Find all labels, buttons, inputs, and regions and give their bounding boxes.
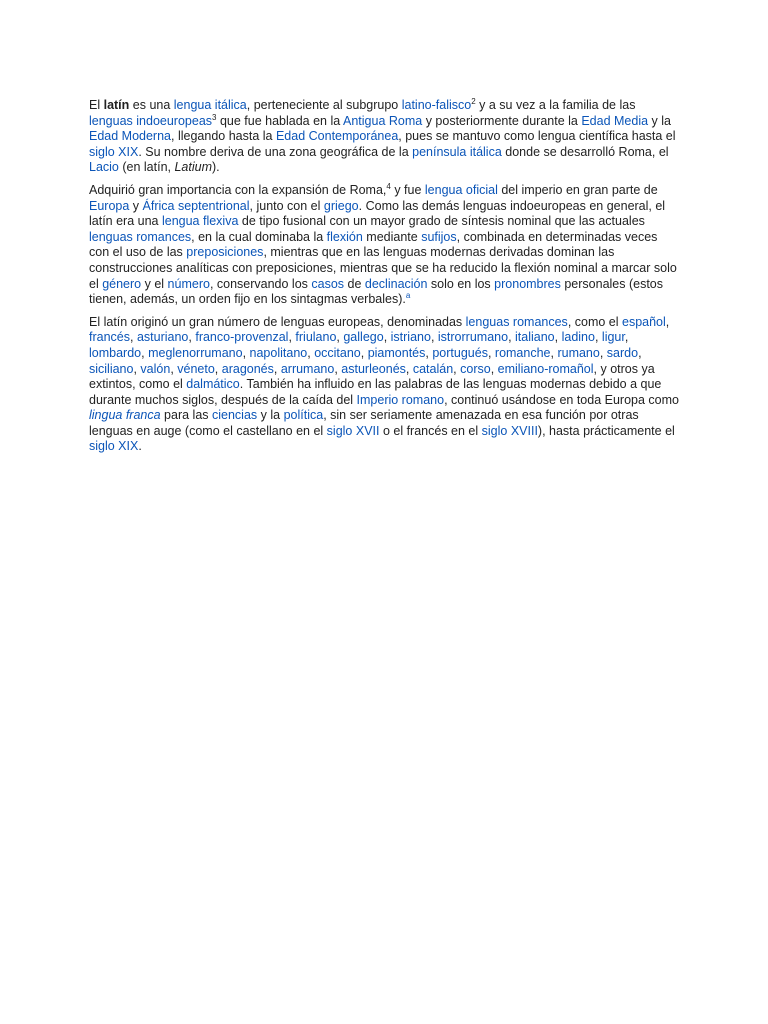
link-lenguas-romances[interactable]: lenguas romances xyxy=(465,314,568,329)
link-lengua-italica[interactable]: lengua itálica xyxy=(173,98,247,112)
text-run: , xyxy=(170,361,178,376)
link-emiliano-romanol[interactable]: emiliano-romañol xyxy=(497,361,594,376)
link-siglo-xix[interactable]: siglo XIX xyxy=(89,144,139,159)
link-catalan[interactable]: catalán xyxy=(412,361,454,376)
text-run: de tipo fusional con un mayor grado de síntesis nominal que las actuales xyxy=(238,214,645,229)
paragraph-expansion xyxy=(89,183,679,308)
bold-term: latín xyxy=(103,98,130,112)
footnote-ref[interactable]: 4 xyxy=(386,181,391,191)
text-run: , xyxy=(383,330,391,345)
link-lengua-oficial[interactable]: lengua oficial xyxy=(424,182,498,197)
paragraph-romance-languages xyxy=(89,315,679,455)
link-imperio-romano[interactable]: Imperio romano xyxy=(356,392,445,407)
text-run: , pues se mantuvo como lengua científica hasta el xyxy=(398,129,676,144)
text-run: , xyxy=(214,361,222,376)
link-sardo[interactable]: sardo xyxy=(606,345,639,360)
link-preposiciones[interactable]: preposiciones xyxy=(186,245,264,260)
text-run: . xyxy=(138,439,142,454)
link-genero[interactable]: género xyxy=(102,276,142,291)
text-run: , llegando hasta la xyxy=(171,129,276,144)
text-run: . También ha influido en las palabras de las lenguas modernas debido a que durante muchos siglos, después de la caída del xyxy=(89,377,662,407)
link-rumano[interactable]: rumano xyxy=(557,345,600,360)
text-run: , como el xyxy=(567,314,622,329)
link-siglo-xix[interactable]: siglo XIX xyxy=(89,439,139,454)
link-flexion[interactable]: flexión xyxy=(326,229,363,244)
link-frances[interactable]: francés xyxy=(89,330,130,345)
link-italiano[interactable]: italiano xyxy=(515,330,555,345)
text-run: , xyxy=(405,361,413,376)
text-run: , xyxy=(307,345,315,360)
link-meglenorrumano[interactable]: meglenorrumano xyxy=(148,345,243,360)
link-latino-falisco[interactable]: latino-falisco xyxy=(401,98,472,112)
text-run: solo en los xyxy=(427,276,495,291)
text-run: , xyxy=(141,345,149,360)
text-run: ), hasta prácticamente el xyxy=(537,423,675,438)
text-run: , xyxy=(273,361,281,376)
text-run: . Su nombre deriva de una zona geográfica de la xyxy=(138,144,413,159)
link-numero[interactable]: número xyxy=(167,276,210,291)
link-ligur[interactable]: ligur xyxy=(601,330,625,345)
link-valon[interactable]: valón xyxy=(140,361,171,376)
link-dalmatico[interactable]: dalmático xyxy=(186,377,240,392)
link-lingua-franca[interactable]: lingua franca xyxy=(89,408,161,423)
link-friulano[interactable]: friulano xyxy=(295,330,337,345)
link-ciencias[interactable]: ciencias xyxy=(212,408,258,423)
link-edad-moderna[interactable]: Edad Moderna xyxy=(89,129,172,144)
text-run: , xyxy=(188,330,196,345)
text-run: y fue xyxy=(390,182,425,197)
text-run: , en la cual dominaba la xyxy=(191,229,327,244)
text-run: , xyxy=(508,330,516,345)
text-run: ). xyxy=(212,160,220,175)
link-veneto[interactable]: véneto xyxy=(177,361,215,376)
link-piamontes[interactable]: piamontés xyxy=(367,345,426,360)
text-run: y el xyxy=(141,276,168,291)
text-run: del imperio en gran parte de xyxy=(497,182,658,197)
text-run: , xyxy=(594,330,602,345)
link-siglo-xviii[interactable]: siglo XVIII xyxy=(481,423,538,438)
text-run: o el francés en el xyxy=(379,423,482,438)
link-arrumano[interactable]: arrumano xyxy=(280,361,335,376)
text-run: y xyxy=(129,198,143,213)
link-politica[interactable]: política xyxy=(283,408,324,423)
text-run: , xyxy=(599,345,607,360)
link-europa[interactable]: Europa xyxy=(89,198,130,213)
link-africa-septentrional[interactable]: África septentrional xyxy=(142,198,250,213)
text-run: y a su vez a la familia de las xyxy=(475,98,636,112)
text-run: , xyxy=(487,345,495,360)
link-declinacion[interactable]: declinación xyxy=(364,276,428,291)
article-body xyxy=(89,98,679,462)
text-run: . Como las demás lenguas indoeuropeas en general, el latín era una xyxy=(89,198,666,229)
text-run: para las xyxy=(160,408,212,423)
text-run: , xyxy=(638,345,642,360)
text-run: , continuó usándose en toda Europa como xyxy=(444,392,679,407)
link-lenguas-indoeuropeas[interactable]: lenguas indoeuropeas xyxy=(89,113,213,128)
text-run: , junto con el xyxy=(249,198,324,213)
text-run: mediante xyxy=(362,229,422,244)
text-run: personales (estos tienen, además, un orden fijo en los sintagmas verbales). xyxy=(89,276,664,307)
text-run: , combinada en determinadas veces con el uso de las xyxy=(89,229,658,260)
link-lombardo[interactable]: lombardo xyxy=(89,345,142,360)
link-ladino[interactable]: ladino xyxy=(561,330,595,345)
text-run: , xyxy=(665,314,670,329)
text-run: , xyxy=(624,330,629,345)
text-run: , xyxy=(554,330,562,345)
link-gallego[interactable]: gallego xyxy=(343,330,384,345)
link-romanche[interactable]: romanche xyxy=(494,345,551,360)
text-run: , xyxy=(360,345,368,360)
link-sufijos[interactable]: sufijos xyxy=(421,229,457,244)
text-run: , y otros ya extintos, como el xyxy=(89,361,655,392)
link-napolitano[interactable]: napolitano xyxy=(249,345,308,360)
paragraph-intro xyxy=(89,98,679,176)
text-run: , xyxy=(242,345,250,360)
text-run: , xyxy=(288,330,296,345)
text-run: , mientras que en las lenguas modernas derivadas dominan las construcciones analíticas con preposiciones, mientras que se ha reducido la flexión nominal a marcar solo el xyxy=(89,245,677,291)
link-siciliano[interactable]: siciliano xyxy=(89,361,134,376)
text-run: donde se desarrolló Roma, el xyxy=(501,144,669,159)
text-run: , xyxy=(130,330,137,345)
link-istrorrumano[interactable]: istrorrumano xyxy=(437,330,509,345)
text-run: , sin ser seriamente amenazada en esa función por otras lenguas en auge (como el castellano en el xyxy=(89,408,639,438)
text-run: , xyxy=(453,361,461,376)
text-run: , conservando los xyxy=(209,276,312,291)
text-run: de xyxy=(344,276,365,291)
link-siglo-xvii[interactable]: siglo XVII xyxy=(326,423,380,438)
footnote-ref[interactable]: a xyxy=(405,290,411,300)
link-pronombres[interactable]: pronombres xyxy=(494,276,561,291)
text-run: y la xyxy=(257,408,284,423)
text-run: que fue hablada en la xyxy=(216,113,343,128)
link-corso[interactable]: corso xyxy=(460,361,491,376)
text-run: El xyxy=(89,98,104,112)
link-lenguas-romances[interactable]: lenguas romances xyxy=(89,229,192,244)
link-espanol[interactable]: español xyxy=(622,314,666,329)
link-aragones[interactable]: aragonés xyxy=(221,361,274,376)
text-run: , xyxy=(133,361,141,376)
link-asturiano[interactable]: asturiano xyxy=(136,330,189,345)
link-griego[interactable]: griego xyxy=(323,198,359,213)
text-run: Adquirió gran importancia con la expansión de Roma, xyxy=(89,182,387,197)
text-run: es una xyxy=(129,98,174,112)
link-portugues[interactable]: portugués xyxy=(432,345,488,360)
text-run: , xyxy=(490,361,498,376)
text-run: (en latín, xyxy=(118,160,175,175)
italic-term: Latium xyxy=(174,160,213,175)
text-run: y posteriormente durante la xyxy=(422,113,582,128)
text-run: , xyxy=(334,361,342,376)
text-run: El latín originó un gran número de lenguas europeas, denominadas xyxy=(89,314,466,329)
link-lacio[interactable]: Lacio xyxy=(89,160,119,175)
footnote-ref[interactable]: 3 xyxy=(212,112,217,122)
link-asturleones[interactable]: asturleonés xyxy=(341,361,406,376)
link-lengua-flexiva[interactable]: lengua flexiva xyxy=(161,214,239,229)
link-casos[interactable]: casos xyxy=(311,276,345,291)
text-run: , xyxy=(550,345,558,360)
text-run: , perteneciente al subgrupo xyxy=(246,98,402,112)
text-run: , xyxy=(430,330,438,345)
link-occitano[interactable]: occitano xyxy=(314,345,361,360)
text-run: , xyxy=(336,330,344,345)
footnote-ref[interactable]: 2 xyxy=(471,96,476,106)
link-peninsula-italica[interactable]: península itálica xyxy=(412,144,502,159)
link-franco-provenzal[interactable]: franco-provenzal xyxy=(195,330,289,345)
text-run: , xyxy=(425,345,433,360)
link-istriano[interactable]: istriano xyxy=(390,330,431,345)
link-edad-contemporanea[interactable]: Edad Contemporánea xyxy=(275,129,399,144)
text-run: y la xyxy=(648,113,671,128)
link-antigua-roma[interactable]: Antigua Roma xyxy=(343,113,423,128)
link-edad-media[interactable]: Edad Media xyxy=(581,113,649,128)
